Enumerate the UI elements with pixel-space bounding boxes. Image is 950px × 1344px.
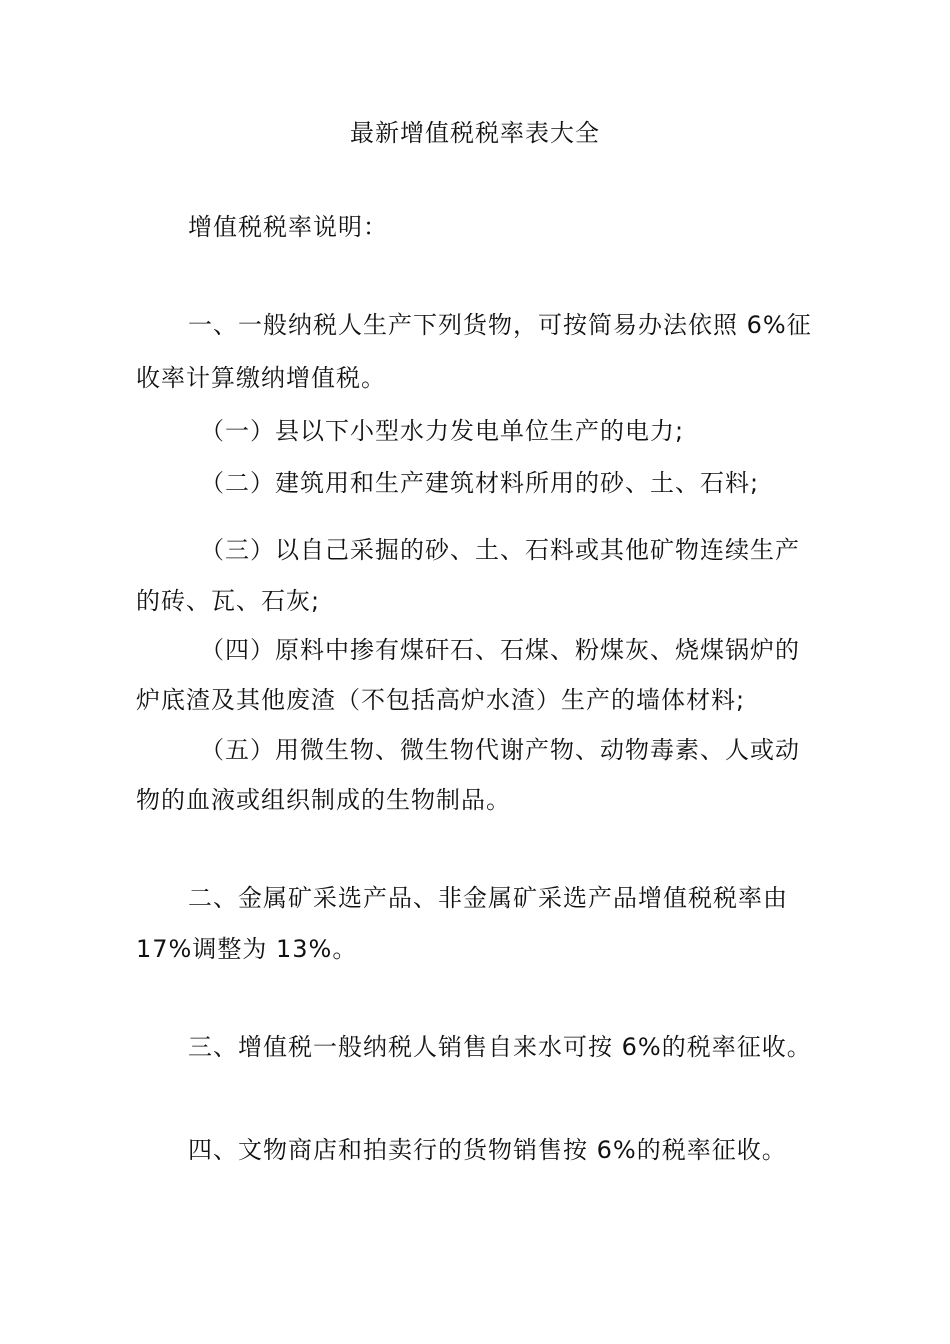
- section-1-line-2: 收率计算缴纳增值税。: [136, 364, 386, 392]
- section-2-line-2: 17%调整为 13%。: [136, 935, 358, 963]
- document-title: 最新增值税税率表大全: [350, 119, 600, 147]
- section-2-line-1: 二、金属矿采选产品、非金属矿采选产品增值税税率由: [188, 884, 788, 912]
- item-4-line-2: 炉底渣及其他废渣（不包括高炉水渣）生产的墙体材料;: [136, 686, 746, 714]
- item-4-line-1: （四）原料中掺有煤矸石、石煤、粉煤灰、烧煤锅炉的: [200, 636, 800, 664]
- item-3-line-1: （三）以自己采掘的砂、土、石料或其他矿物连续生产: [200, 536, 800, 564]
- item-1-line-1: （一）县以下小型水力发电单位生产的电力;: [200, 417, 685, 445]
- item-5-line-1: （五）用微生物、微生物代谢产物、动物毒素、人或动: [200, 736, 800, 764]
- item-5-line-2: 物的血液或组织制成的生物制品。: [136, 786, 511, 814]
- item-3-line-2: 的砖、瓦、石灰;: [136, 587, 321, 615]
- section-3-line-1: 三、增值税一般纳税人销售自来水可按 6%的税率征收。: [188, 1033, 812, 1061]
- intro-heading: 增值税税率说明：: [188, 213, 388, 241]
- item-2-line-1: （二）建筑用和生产建筑材料所用的砂、土、石料;: [200, 469, 760, 497]
- section-4-line-1: 四、文物商店和拍卖行的货物销售按 6%的税率征收。: [188, 1136, 787, 1164]
- section-1-line-1: 一、一般纳税人生产下列货物，可按简易办法依照 6%征: [188, 311, 812, 339]
